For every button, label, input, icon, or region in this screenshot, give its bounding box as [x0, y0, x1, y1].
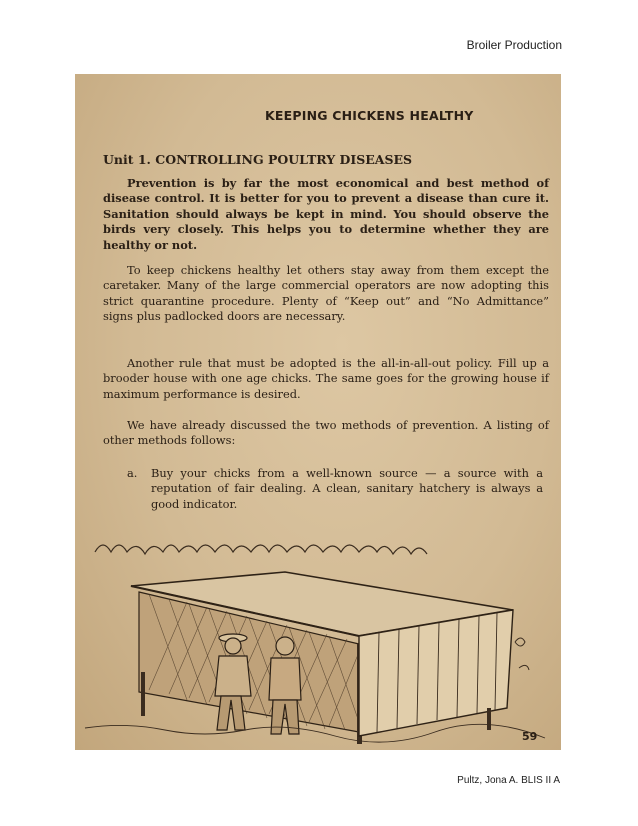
foliage-scribble: [95, 545, 427, 554]
paragraph: Prevention is by far the most economical and best method of disease control. It is better for you to prevent a disease than cure it. Sanitation should always be kept in mind. You should observe the birds very closely. This helps you to determine whether they are healthy or not.: [103, 176, 549, 252]
paragraph: Another rule that must be adopted is the all-in-all-out policy. Fill up a brooder house with one age chicks. The same goes for the growing house if maximum performance is desired.: [103, 356, 549, 401]
unit-heading: Unit 1. CONTROLLING POULTRY DISEASES: [103, 152, 413, 167]
running-header: Broiler Production: [466, 38, 562, 52]
list-marker: a.: [127, 466, 138, 480]
chapter-title: KEEPING CHICKENS HEALTHY: [265, 108, 474, 123]
post: [141, 672, 145, 716]
running-footer: Pultz, Jona A. BLIS II A: [457, 775, 560, 786]
book-page-number: 59: [522, 730, 538, 743]
paragraph: We have already discussed the two methods of prevention. A listing of other methods follows:: [103, 418, 549, 448]
scanned-book-page: [75, 74, 561, 750]
poultry-house-illustration: [75, 522, 561, 750]
list-item-text: Buy your chicks from a well-known source — a source with a reputation of fair dealing. A clean, sanitary hatchery is always a good indicator.: [151, 466, 543, 511]
post: [487, 708, 491, 730]
plant-scribble: [515, 638, 529, 670]
ground-sketch: [85, 724, 545, 742]
paragraph: To keep chickens healthy let others stay away from them except the caretaker. Many of the large commercial operators are now adopting this strict quarantine procedure. Plenty of “Keep out” and “No Admittance” signs plus padlocked doors are necessary.: [103, 263, 549, 324]
